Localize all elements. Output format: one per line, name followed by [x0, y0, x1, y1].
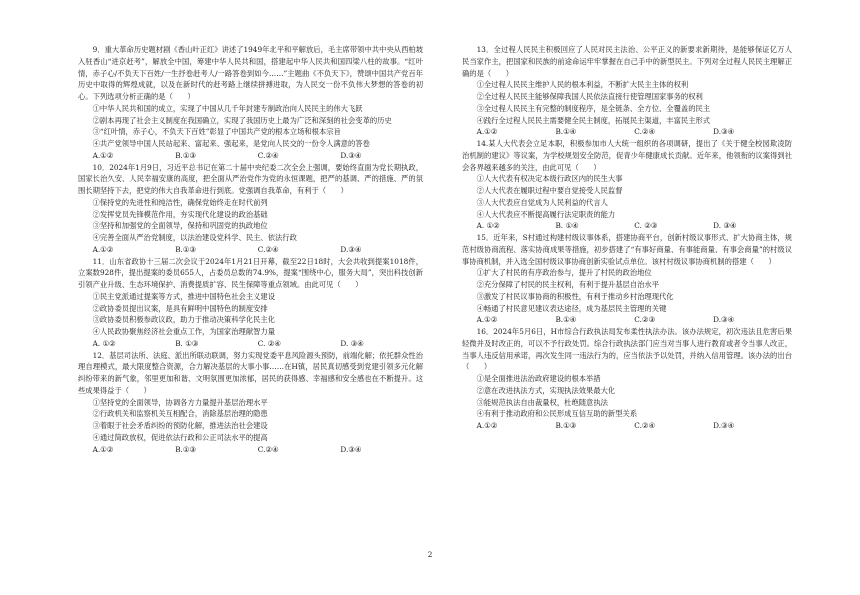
answer-a: A.①② [476, 315, 498, 325]
option: ③全过程人民民主有完整的制度程序，是全链条、全方位、全覆盖的民主 [476, 103, 711, 113]
question-stem: 14.某人大代表会立足本职，积极参加市人大统一组织的各项调研，提出了《关于健全校园欺凌防治机制的建议》等议案，为学校规划安全防范，促青少年健康成长贡献。近年来，他领衔的议案得到社会各界越来越多的关注，由此可见（ ） [462, 139, 792, 172]
option: ④践行全过程人民民主需要健全民主制度，拓展民主渠道，丰富民主形式 [476, 115, 711, 125]
answer-choices [462, 420, 792, 432]
answer-a: A.①② [92, 150, 114, 160]
question-stem: 10．2024年1月9日，习近平总书记在第二十届中央纪委二次全会上强调，要始终直面为党长期执政，国家长治久安、人民幸福安康的高度，把全面从严治党作为党的永恒课题，把严的基调、严的措施、严的氛围长期坚持下去，把党的伟大自我革命进行到底。党强调自我革命，有利于（ ） [78, 162, 423, 195]
option: ③政协委员积极参政议政，助力于推动决策科学化民主化 [92, 315, 276, 325]
answer-d: D.③④ [713, 315, 735, 325]
answer-b: B.①④ [555, 127, 577, 137]
answer-a: A.①② [476, 127, 498, 137]
question-stem: 16．2024年5月6日，H市综合行政执法局发布柔性执法办法。该办法规定，初次违法且危害后果轻微并及时改正的，可以不予行政处罚。综合行政执法部门应当对当事人进行教育或者令当事人改正，当事人违反信用承诺，再次发生同一违法行为的，应当依法予以处罚，并纳入信用管理。该办法的出台（ ） [462, 327, 792, 372]
question-13 [462, 44, 792, 138]
option: ②发挥党员先锋模范作用，夯实现代化建设的政治基础 [92, 209, 268, 219]
option: ④共产党领导中国人民站起来、富起来、强起来，是党向人民交的一份令人满意的答卷 [92, 139, 370, 148]
answer-choices [462, 314, 792, 326]
answer-b: B.①④ [555, 315, 577, 325]
option: ①民主党派通过提案等方式，推进中国特色社会主义建设 [92, 291, 276, 301]
question-12 [78, 350, 423, 456]
question-stem: 13．全过程人民民主积极回应了人民对民主法治、公平正义的新要求新期待，是能够保证亿万人民当家作主，把国家和民族的前途命运牢牢掌握在自己手中的新型民主。下列对全过程人民民主理解正确的是（ ） [462, 45, 792, 78]
question-11 [78, 256, 423, 350]
option: ②政协委员提出议案，是具有鲜明中国特色的制度安排 [92, 303, 268, 313]
page-number: 2 [427, 550, 433, 559]
answer-d: D.③④ [340, 150, 362, 160]
option: ①扩大了村民的有序政治参与，提升了村民的政治地位 [476, 268, 652, 278]
answer-choices [462, 220, 792, 232]
answer-choices [78, 244, 423, 256]
option: ①保持党的先进性和纯洁性，确保党始终走在时代前列 [92, 197, 268, 207]
option: ①人大代表有权决定本级行政区内的民生大事 [476, 174, 623, 184]
answer-a: A.①② [476, 421, 498, 430]
answer-b: B.①③ [175, 244, 196, 254]
answer-b: B.①③ [175, 150, 196, 160]
option: ①是全面推进法治政府建设的根本举措 [476, 374, 601, 383]
option: ④畅通了村民意见建议表达途径，成为基层民主管理的关键 [476, 303, 667, 313]
answer-d: D. ③④ [713, 221, 737, 231]
answer-d: D.③④ [713, 127, 735, 137]
answer-b: B.①③ [555, 421, 577, 430]
question-stem: 12．基层司法所、法庭、派出所联动联调，努力实现党委平息风险源头预防，前端化解；依托群众性治理自理模式，最大限度整合资源，合力解决基层的大事小事……在H镇，居民真切感受到党建引领多元化解纠纷带来的新气象，邻里更加和谐、文明氛围更加浓郁，居民的获得感、幸福感和安全感也在不断提升。这些成果得益于（ ） [78, 350, 423, 395]
answer-d: D.③④ [340, 244, 362, 254]
option: ③着眼于社会矛盾纠纷的预防化解，推进法治社会建设 [92, 421, 268, 430]
option: ③能规范执法自由裁量权，杜绝随意执法 [476, 397, 608, 407]
option: ②行政机关和监察机关互相配合，消除基层治理的隐患 [92, 409, 268, 419]
question-10 [78, 162, 423, 256]
answer-a: A. ①② [92, 338, 116, 348]
question-stem: 15．近年来，S村通过构建村级议事体系，搭建协商平台，创新村级议事形式、扩大协商主体，规范村级协商流程、落实协商成果等措施，初步搭建了“有事好商量、有事能商量、有事会商量”的村级议事协商机制，并入选全国村级议事协商创新实验试点单位。该村村级议事协商机制的搭建（ ） [462, 233, 792, 266]
option: ④完善全面从严治党制度，以法治建设党科学、民主、依法行政 [92, 233, 297, 242]
question-14 [462, 138, 792, 232]
option: ①全过程人民民主维护人民的根本利益，不断扩大民主主体的权利 [476, 80, 689, 90]
answer-a: A.①② [92, 444, 114, 454]
answer-d: D.③④ [713, 421, 735, 430]
option: ③人大代表应自觉成为人民利益的代言人 [476, 197, 608, 207]
answer-d: D. ③④ [340, 338, 364, 348]
option: ②充分保障了村民的民主权利，有利于提升基层自治水平 [476, 280, 660, 289]
answer-a: A.①② [92, 244, 114, 254]
option: ①中华人民共和国的成立，实现了中国从几千年封建专制政治向人民民主的伟大飞跃 [92, 103, 363, 113]
answer-c: C. ②③ [634, 221, 658, 231]
answer-choices [78, 150, 423, 162]
option: ④人大代表应不断提高履行法定职责的能力 [476, 209, 616, 219]
question-9 [78, 44, 423, 162]
answer-d: D.③④ [340, 444, 362, 454]
question-16 [462, 326, 792, 432]
answer-b: B. ①④ [555, 221, 579, 231]
option: ①坚持党的全面领导，协调各方力量提升基层治理水平 [92, 397, 268, 407]
answer-c: C.②④ [257, 244, 279, 254]
option: ④通过简政放权，促进依法行政和公正司法水平的提高 [92, 432, 268, 442]
option: ③激发了村民议事协商的积极性，有利于推动乡村治理现代化 [476, 291, 674, 301]
option: ④有利于推动政府和公民形成互信互助的新型关系 [476, 409, 638, 419]
answer-c: C. ②④ [257, 338, 281, 348]
answer-b: B.①③ [175, 444, 196, 454]
option: ②剧本再现了社会主义制度在我国确立，实现了我国历史上最为广泛和深刻的社会变革的历史 [92, 115, 392, 125]
left-column [78, 44, 423, 455]
answer-c: C.②③ [634, 315, 656, 325]
option: ②全过程人民民主能够保障我国人民依法直接行使管理国家事务的权利 [476, 92, 703, 101]
question-15 [462, 232, 792, 326]
option: ④人民政协聚焦经济社会重点工作，为国家治理献智力量 [92, 327, 276, 336]
option: ②人大代表在履职过程中要自觉接受人民监督 [476, 186, 623, 195]
question-stem: 11．山东省政协十三届二次会议于2024年1月21日开幕，截至22日18时，大会共收到提案1018件，立案数928件，提出提案的委员655人，占委员总数的74.9%，提案“围绕中心，服务大局”，突出科技创新引领产业升级、生态环境保护、消费提质扩容、民生保障等重点领域。由此可见（ ） [78, 256, 423, 289]
option: ③坚持和加强党的全面领导，保持和巩固党的执政地位 [92, 221, 268, 231]
answer-c: C.②④ [634, 127, 656, 137]
answer-c: C.②④ [257, 150, 279, 160]
right-column [462, 44, 792, 432]
answer-choices [78, 338, 423, 350]
answer-c: C.②④ [634, 421, 656, 430]
option: ②意在改进执法方式，实现执法效果最大化 [476, 385, 616, 395]
answer-b: B. ①③ [175, 338, 199, 348]
answer-c: C.②④ [257, 444, 279, 454]
answer-choices [78, 444, 423, 456]
question-stem: 9．重大革命历史题材剧《香山叶正红》讲述了1949年北平和平解放后，毛主席带领中共中央从西柏坡入驻香山“进京赶考”，解放全中国，筹建中华人民共和国，搭建起中华人民共和国四梁八柱的故事。“红叶情，赤子心/不负天下百姓/一生抒卷赶考人/一路答卷到如今……”主题曲《不负天下》，赞颂中国共产党百年历史中取得的辉煌成就，以及在新时代的赶考路上继续拼搏进取，为人民交一份不负伟大梦想的答卷的初心。下列选项分析正确的是（ ） [78, 45, 423, 101]
answer-a: A. ①② [476, 221, 500, 231]
option: ③“红叶情，赤子心，不负天下百姓”彰显了中国共产党的根本立场和根本宗旨 [92, 127, 341, 137]
answer-choices [462, 126, 792, 138]
